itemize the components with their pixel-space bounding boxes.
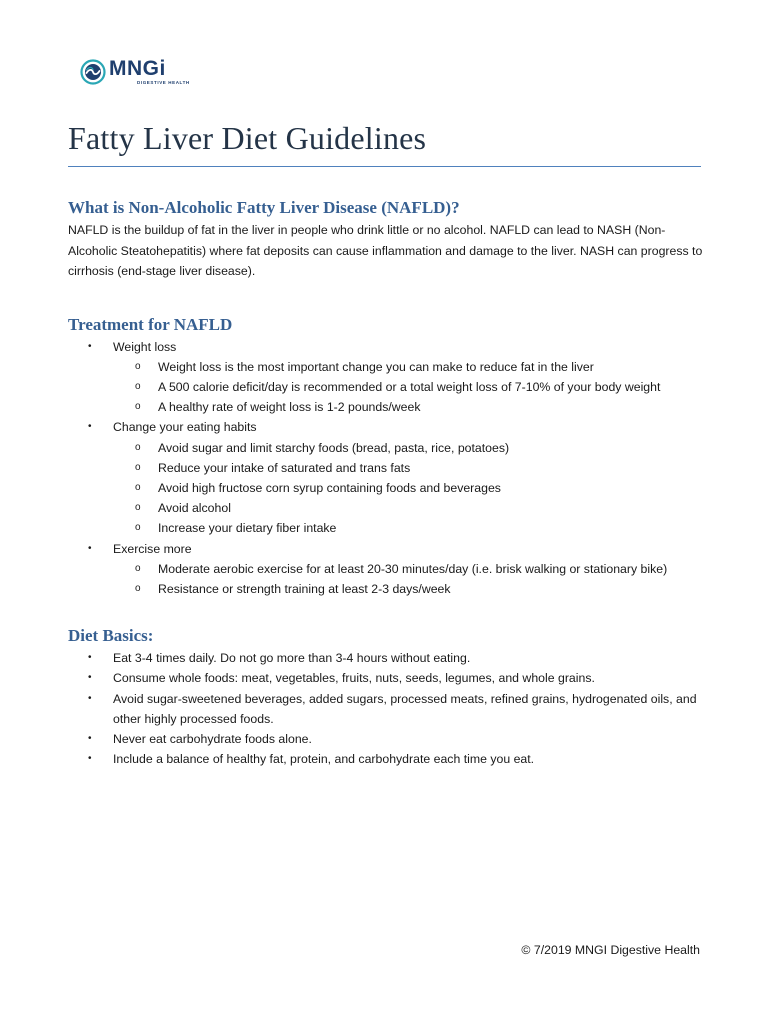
- circle-bullet-icon: o: [135, 481, 141, 493]
- sub-list-item: [113, 377, 708, 397]
- sub-list-item: [113, 478, 708, 498]
- list-item: [68, 749, 708, 769]
- circle-bullet-icon: o: [135, 461, 141, 473]
- list-item: [68, 337, 708, 418]
- diet-heading: Diet Basics:: [68, 626, 154, 646]
- sub-item-text: Moderate aerobic exercise for at least 20-30 minutes/day (i.e. brisk walking or stationary bike): [158, 561, 668, 576]
- sub-list-item: [113, 458, 708, 478]
- treatment-heading: Treatment for NAFLD: [68, 314, 233, 334]
- treatment-list: [68, 337, 708, 600]
- sub-item-text: Avoid high fructose corn syrup containing foods and beverages: [158, 480, 501, 495]
- list-item: [68, 417, 708, 538]
- sub-list: [113, 559, 708, 599]
- list-item: [68, 729, 708, 749]
- circle-bullet-icon: o: [135, 562, 141, 574]
- nafld-section: [68, 196, 708, 282]
- diet-list: [68, 648, 708, 769]
- bullet-icon: •: [88, 672, 92, 684]
- list-item: [68, 539, 708, 600]
- sub-list-item: [113, 518, 708, 538]
- circle-bullet-icon: o: [135, 380, 141, 392]
- mngi-logo-icon: [80, 59, 106, 85]
- bullet-icon: •: [88, 652, 92, 664]
- circle-bullet-icon: o: [135, 441, 141, 453]
- bullet-icon: •: [88, 542, 92, 554]
- circle-bullet-icon: o: [135, 522, 141, 534]
- sub-item-text: Weight loss is the most important change you can make to reduce fat in the liver: [158, 359, 594, 374]
- sub-list-item: [113, 559, 708, 579]
- sub-item-text: Increase your dietary fiber intake: [158, 521, 337, 536]
- sub-list-item: [113, 397, 708, 417]
- list-item-text: Include a balance of healthy fat, protein, and carbohydrate each time you eat.: [113, 752, 535, 767]
- logo-wordmark: MNGi: [109, 57, 166, 80]
- list-item: [68, 668, 708, 688]
- sub-list: [113, 438, 708, 539]
- sub-item-text: Avoid alcohol: [158, 501, 231, 516]
- circle-bullet-icon: o: [135, 401, 141, 413]
- sub-list-item: [113, 579, 708, 599]
- list-item: [68, 689, 708, 729]
- logo-tagline: DIGESTIVE HEALTH: [137, 80, 190, 85]
- treatment-section: [68, 313, 708, 600]
- sub-item-text: A healthy rate of weight loss is 1-2 pounds/week: [158, 400, 421, 415]
- nafld-heading: What is Non-Alcoholic Fatty Liver Disease (NAFLD)?: [68, 198, 460, 217]
- sub-list-item: [113, 357, 708, 377]
- sub-item-text: Avoid sugar and limit starchy foods (bread, pasta, rice, potatoes): [158, 440, 510, 455]
- circle-bullet-icon: o: [135, 360, 141, 372]
- footer-copyright: © 7/2019 MNGI Digestive Health: [521, 943, 700, 957]
- sub-list-item: [113, 438, 708, 458]
- logo: [80, 58, 190, 86]
- list-item-label: Weight loss: [113, 339, 177, 354]
- sub-list: [113, 357, 708, 418]
- sub-item-text: Reduce your intake of saturated and trans fats: [158, 460, 411, 475]
- list-item-label: Exercise more: [113, 541, 192, 556]
- sub-item-text: Resistance or strength training at least 2-3 days/week: [158, 581, 451, 596]
- sub-list-item: [113, 498, 708, 518]
- diet-section: [68, 624, 708, 769]
- page-title: Fatty Liver Diet Guidelines: [68, 120, 427, 156]
- bullet-icon: •: [88, 340, 92, 352]
- sub-item-text: A 500 calorie deficit/day is recommended or a total weight loss of 7-10% of your body weight: [158, 379, 661, 394]
- title-divider: [68, 166, 701, 167]
- document-body: [68, 196, 708, 769]
- list-item-text: Avoid sugar-sweetened beverages, added sugars, processed meats, refined grains, hydrogenated oils, and other highly processed foods.: [113, 691, 697, 726]
- nafld-paragraph: NAFLD is the buildup of fat in the liver in people who drink little or no alcohol. NAFLD can lead to NASH (Non-Alcoholic Steatohepatitis) where fat deposits can cause inflammation and damage to the liver. NASH can progress to cirrhosis (end-stage liver disease).: [68, 223, 703, 278]
- bullet-icon: •: [88, 692, 92, 704]
- list-item-text: Never eat carbohydrate foods alone.: [113, 731, 312, 746]
- circle-bullet-icon: o: [135, 502, 141, 514]
- list-item: [68, 648, 708, 668]
- list-item-text: Consume whole foods: meat, vegetables, fruits, nuts, seeds, legumes, and whole grains.: [113, 671, 595, 686]
- bullet-icon: •: [88, 753, 92, 765]
- list-item-text: Eat 3-4 times daily. Do not go more than 3-4 hours without eating.: [113, 651, 471, 666]
- list-item-label: Change your eating habits: [113, 420, 257, 435]
- circle-bullet-icon: o: [135, 582, 141, 594]
- bullet-icon: •: [88, 421, 92, 433]
- bullet-icon: •: [88, 732, 92, 744]
